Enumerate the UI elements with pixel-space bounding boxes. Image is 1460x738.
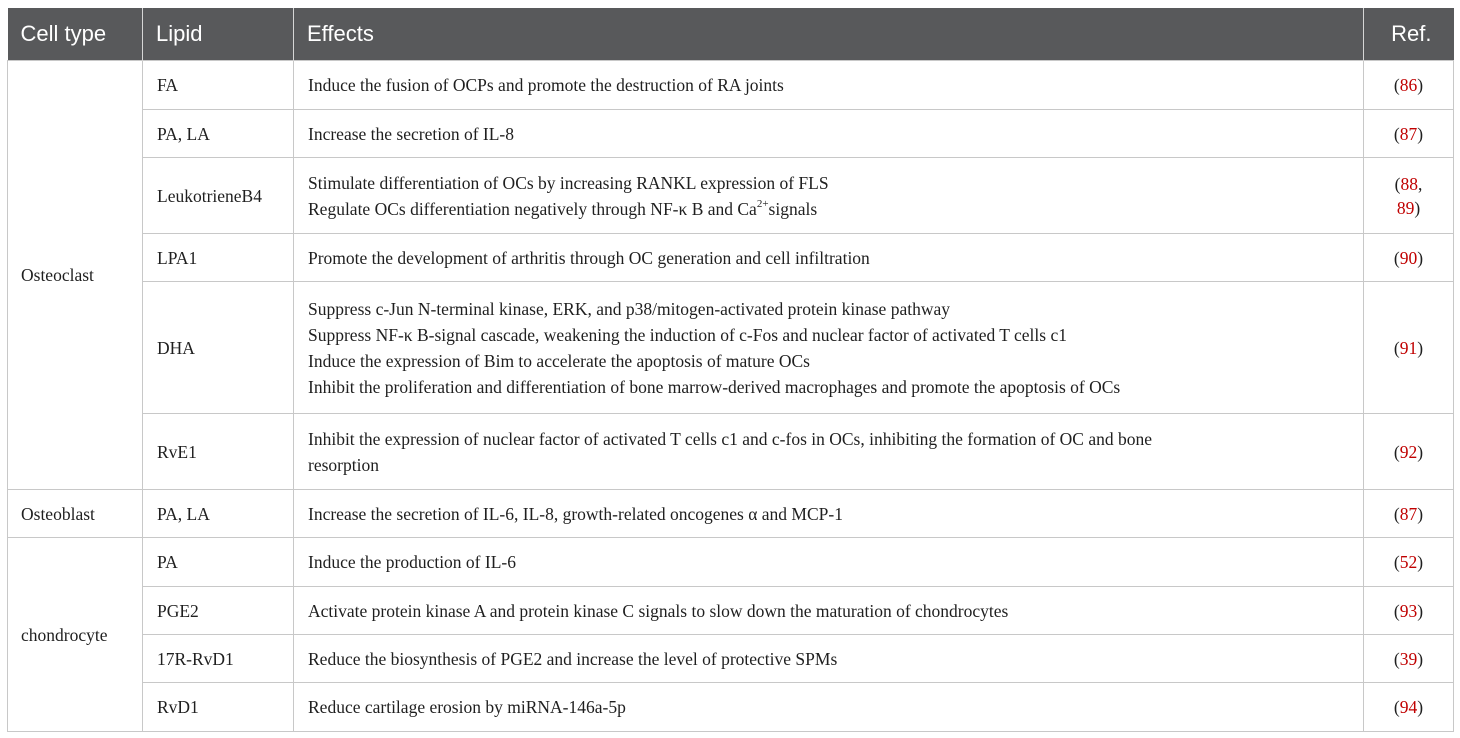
ref-cell: (86) <box>1364 61 1454 110</box>
ref-cell: (87) <box>1364 110 1454 158</box>
ref-link[interactable]: 87 <box>1399 123 1418 144</box>
effects-cell <box>294 61 1364 110</box>
effect-line: Reduce cartilage erosion by miRNA-146a-5p <box>308 697 626 717</box>
ref-cell: (93) <box>1364 587 1454 635</box>
ref-cell: (52) <box>1364 538 1454 587</box>
table-row <box>8 61 1454 110</box>
ref-link[interactable]: 39 <box>1399 648 1418 669</box>
effect-line: Promote the development of arthritis through OC generation and cell infiltration <box>308 247 870 268</box>
lipid-cell: 17R-RvD1 <box>143 635 294 683</box>
effects-cell <box>294 110 1364 158</box>
effect-line: Induce the fusion of OCPs and promote the destruction of RA joints <box>308 75 784 95</box>
ref-cell: (94) <box>1364 683 1454 732</box>
ref-link[interactable]: 86 <box>1399 75 1418 95</box>
lipid-cell: LeukotrieneB4 <box>143 158 294 234</box>
header-effects: Effects <box>294 8 1364 61</box>
table-row <box>8 538 1454 587</box>
effects-cell <box>294 490 1364 538</box>
effect-line: Inhibit the proliferation and differentiation of bone marrow-derived macrophages and promote the apoptosis of OCs <box>308 376 1121 397</box>
table-row <box>8 234 1454 282</box>
lipid-cell: PA <box>143 538 294 587</box>
table-row <box>8 158 1454 234</box>
lipid-cell: DHA <box>143 282 294 414</box>
table-row <box>8 110 1454 158</box>
effect-line: Suppress NF-κ B-signal cascade, weakening the induction of c-Fos and nuclear factor of activated T cells c1 <box>308 324 1067 345</box>
header-row <box>8 8 1454 61</box>
effects-cell <box>294 158 1364 234</box>
effects-cell <box>294 414 1364 490</box>
effects-cell <box>294 683 1364 732</box>
lipid-effects-table <box>7 8 1454 732</box>
lipid-cell: FA <box>143 61 294 110</box>
effects-cell <box>294 635 1364 683</box>
ref-cell: (88, 89) <box>1364 158 1454 234</box>
ref-link[interactable]: 87 <box>1399 503 1418 524</box>
ref-link[interactable]: 91 <box>1399 337 1418 358</box>
effect-line: Induce the production of IL-6 <box>308 552 516 572</box>
ref-link[interactable]: 52 <box>1399 552 1418 572</box>
ref-cell: (91) <box>1364 282 1454 414</box>
effects-cell <box>294 587 1364 635</box>
table-row <box>8 683 1454 732</box>
header-cell-type: Cell type <box>8 8 143 61</box>
ref-cell: (90) <box>1364 234 1454 282</box>
effect-line: Activate protein kinase A and protein kinase C signals to slow down the maturation of chondrocytes <box>308 600 1009 621</box>
ref-cell: (87) <box>1364 490 1454 538</box>
effect-line: Increase the secretion of IL-8 <box>308 123 515 144</box>
table-row <box>8 635 1454 683</box>
ref-link[interactable]: 89 <box>1396 197 1415 218</box>
effects-cell <box>294 234 1364 282</box>
table-row <box>8 414 1454 490</box>
effect-line: Increase the secretion of IL-6, IL-8, growth-related oncogenes α and MCP-1 <box>308 503 843 524</box>
effect-line: Inhibit the expression of nuclear factor of activated T cells c1 and c-fos in OCs, inhibiting the formation of OC and bone <box>308 428 1152 449</box>
lipid-cell: RvD1 <box>143 683 294 732</box>
cell-type-chondrocyte: chondrocyte <box>8 538 143 732</box>
table-row <box>8 490 1454 538</box>
ref-link[interactable]: 90 <box>1399 247 1418 268</box>
ref-link[interactable]: 93 <box>1399 600 1418 621</box>
lipid-cell: PA, LA <box>143 110 294 158</box>
ref-link[interactable]: 92 <box>1399 441 1418 462</box>
lipid-cell: LPA1 <box>143 234 294 282</box>
effect-line: Stimulate differentiation of OCs by increasing RANKL expression of FLS <box>308 172 829 193</box>
effect-line: Induce the expression of Bim to accelerate the apoptosis of mature OCs <box>308 350 810 371</box>
effect-line: Reduce the biosynthesis of PGE2 and increase the level of protective SPMs <box>308 648 838 669</box>
cell-type-osteoclast: Osteoclast <box>8 61 143 490</box>
header-ref: Ref. <box>1364 8 1454 61</box>
effect-line: Suppress c-Jun N-terminal kinase, ERK, and p38/mitogen-activated protein kinase pathway <box>308 298 950 319</box>
header-lipid: Lipid <box>143 8 294 61</box>
effects-cell <box>294 538 1364 587</box>
ref-cell: (39) <box>1364 635 1454 683</box>
table-row <box>8 282 1454 414</box>
ref-link[interactable]: 94 <box>1399 697 1418 717</box>
effect-line: resorption <box>308 454 379 475</box>
effects-cell <box>294 282 1364 414</box>
cell-type-osteoblast: Osteoblast <box>8 490 143 538</box>
effect-line-superscript: Regulate OCs differentiation negatively through NF-κ B and $Ca^{2+}signals$ <box>308 197 818 219</box>
lipid-cell: RvE1 <box>143 414 294 490</box>
lipid-cell: PA, LA <box>143 490 294 538</box>
ref-cell: (92) <box>1364 414 1454 490</box>
ref-link[interactable]: 88 <box>1400 173 1418 194</box>
table-row <box>8 587 1454 635</box>
lipid-cell: PGE2 <box>143 587 294 635</box>
